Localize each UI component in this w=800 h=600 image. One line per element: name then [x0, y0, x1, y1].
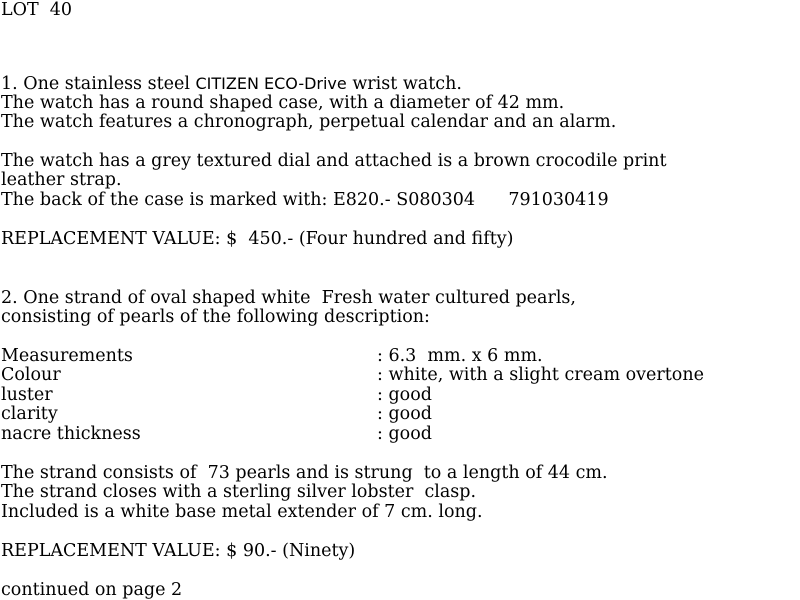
item2-clasp: The strand closes with a sterling silver lobster clasp. — [1, 482, 477, 502]
continuation-note: continued on page 2 — [1, 580, 183, 600]
table-value: : good — [377, 385, 432, 405]
table-value: : 6.3 mm. x 6 mm. — [377, 346, 543, 366]
table-label: luster — [1, 385, 53, 405]
lot-heading: LOT 40 — [1, 0, 73, 20]
item2-replacement-value: REPLACEMENT VALUE: $ 90.- (Ninety) — [1, 541, 356, 561]
item2-title: 2. One strand of oval shaped white Fresh water cultured pearls, — [1, 288, 576, 308]
table-label: Colour — [1, 365, 61, 385]
item2-extender: Included is a white base metal extender of 7 cm. long. — [1, 502, 483, 522]
table-value: : good — [377, 424, 432, 444]
item1-title-pre: 1. One stainless steel — [1, 74, 196, 94]
item1-title-post: wrist watch. — [346, 74, 462, 94]
item1-features: The watch features a chronograph, perpetual calendar and an alarm. — [1, 112, 617, 132]
item1-replacement-value: REPLACEMENT VALUE: $ 450.- (Four hundred and fifty) — [1, 229, 514, 249]
table-value: : good — [377, 404, 432, 424]
table-value: : white, with a slight cream overtone — [377, 365, 704, 385]
item1-brand: CITIZEN ECO-Drive — [195, 74, 347, 93]
item1-title — [1, 74, 462, 95]
item2-subtitle: consisting of pearls of the following description: — [1, 307, 430, 327]
table-label: Measurements — [1, 346, 133, 366]
item1-case-description: The watch has a round shaped case, with a diameter of 42 mm. — [1, 93, 565, 113]
table-label: clarity — [1, 404, 58, 424]
item1-dial-description: The watch has a grey textured dial and attached is a brown crocodile print — [1, 151, 667, 171]
item1-strap: leather strap. — [1, 170, 122, 190]
item1-case-markings: The back of the case is marked with: E820.- S080304 791030419 — [1, 190, 609, 210]
table-label: nacre thickness — [1, 424, 141, 444]
item2-pearl-count: The strand consists of 73 pearls and is strung to a length of 44 cm. — [1, 463, 608, 483]
